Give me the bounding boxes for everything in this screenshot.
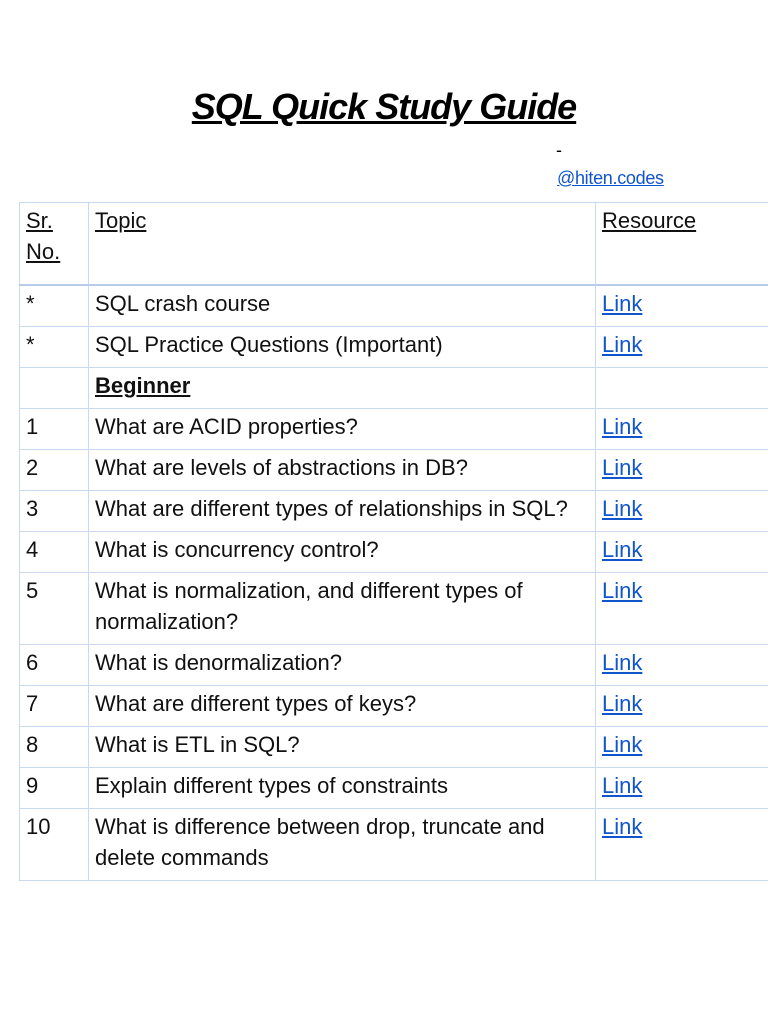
header-sr-no: Sr. No. bbox=[20, 203, 89, 286]
row-topic: What are different types of keys? bbox=[89, 686, 596, 727]
row-sr: 3 bbox=[20, 491, 89, 532]
row-sr: 5 bbox=[20, 573, 89, 645]
row-topic: What is ETL in SQL? bbox=[89, 727, 596, 768]
resource-link[interactable]: Link bbox=[602, 496, 643, 521]
table-row bbox=[20, 645, 768, 686]
table-row bbox=[20, 450, 768, 491]
row-sr: * bbox=[20, 285, 89, 327]
row-sr: * bbox=[20, 327, 89, 368]
row-sr: 6 bbox=[20, 645, 89, 686]
resource-link[interactable]: Link bbox=[602, 732, 643, 757]
table-row bbox=[20, 327, 768, 368]
row-topic: What are different types of relationships in SQL? bbox=[89, 491, 596, 532]
row-resource-empty bbox=[596, 368, 768, 409]
table-row bbox=[20, 532, 768, 573]
table-row bbox=[20, 809, 768, 881]
row-sr: 2 bbox=[20, 450, 89, 491]
header-resource: Resource bbox=[596, 203, 768, 286]
section-row-beginner bbox=[20, 368, 768, 409]
author-dash: - bbox=[556, 140, 562, 160]
author-handle-link[interactable]: @hiten.codes bbox=[557, 168, 664, 188]
header-topic: Topic bbox=[89, 203, 596, 286]
resource-link[interactable]: Link bbox=[602, 537, 643, 562]
table-row bbox=[20, 768, 768, 809]
resource-link[interactable]: Link bbox=[602, 578, 643, 603]
resource-link[interactable]: Link bbox=[602, 414, 643, 439]
resource-link[interactable]: Link bbox=[602, 814, 643, 839]
table-row bbox=[20, 727, 768, 768]
row-topic: What is difference between drop, truncate and delete commands bbox=[89, 809, 596, 881]
row-topic: SQL crash course bbox=[89, 285, 596, 327]
row-topic: What is denormalization? bbox=[89, 645, 596, 686]
section-heading-beginner: Beginner bbox=[89, 368, 596, 409]
table-row bbox=[20, 573, 768, 645]
row-topic: What is concurrency control? bbox=[89, 532, 596, 573]
row-sr bbox=[20, 368, 89, 409]
row-sr: 9 bbox=[20, 768, 89, 809]
row-sr: 10 bbox=[20, 809, 89, 881]
table-row bbox=[20, 409, 768, 450]
table-row bbox=[20, 686, 768, 727]
resource-link[interactable]: Link bbox=[602, 332, 643, 357]
resource-link[interactable]: Link bbox=[602, 691, 643, 716]
table-row bbox=[20, 491, 768, 532]
row-sr: 4 bbox=[20, 532, 89, 573]
document-title: SQL Quick Study Guide bbox=[191, 86, 577, 127]
row-topic: SQL Practice Questions (Important) bbox=[89, 327, 596, 368]
table-header-row bbox=[20, 203, 768, 286]
row-topic: Explain different types of constraints bbox=[89, 768, 596, 809]
row-topic: What is normalization, and different types of normalization? bbox=[89, 573, 596, 645]
table-row bbox=[20, 285, 768, 327]
resource-link[interactable]: Link bbox=[602, 650, 643, 675]
resource-link[interactable]: Link bbox=[602, 291, 643, 316]
row-topic: What are ACID properties? bbox=[89, 409, 596, 450]
row-sr: 1 bbox=[20, 409, 89, 450]
resource-link[interactable]: Link bbox=[602, 773, 643, 798]
row-sr: 7 bbox=[20, 686, 89, 727]
resource-link[interactable]: Link bbox=[602, 455, 643, 480]
row-topic: What are levels of abstractions in DB? bbox=[89, 450, 596, 491]
row-sr: 8 bbox=[20, 727, 89, 768]
study-guide-table bbox=[19, 202, 768, 881]
